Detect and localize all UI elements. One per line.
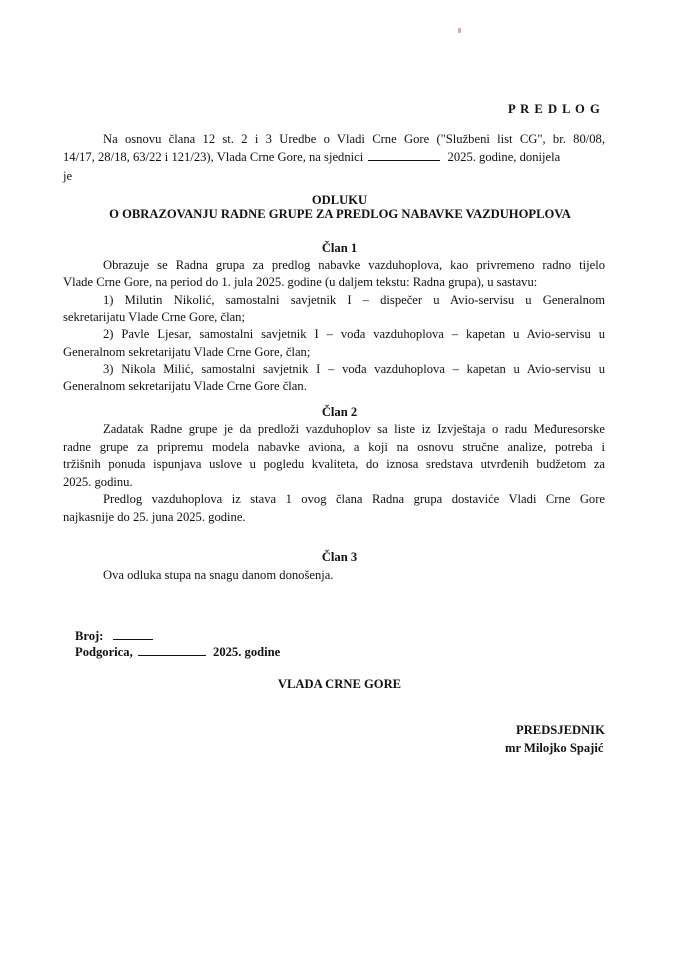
article-3-heading: Član 3 <box>321 550 358 564</box>
article-1-heading: Član 1 <box>321 241 358 255</box>
predlog-label: P R E D L O G <box>508 102 601 116</box>
year-label: 2025. godine <box>213 645 281 659</box>
article-1-line-2: Vlade Crne Gore, na period do 1. jula 2025. godine (u daljem tekstu: Radna grupa), u sastavu: <box>63 275 538 289</box>
article-2-line-5: Predlog vazduhoplova iz stava 1 ovog člana Radna grupa dostaviće Vladi Crne Gore <box>103 492 605 506</box>
place-label: Podgorica, <box>75 645 133 659</box>
member-1-line-2: sekretarijatu Vlade Crne Gore, član; <box>63 310 245 324</box>
place-date-line <box>75 643 280 661</box>
signatory-name: mr Milojko Spajić <box>505 741 604 755</box>
member-2-line-2: Generalnom sekretarijatu Vlade Crne Gore, član; <box>63 345 311 359</box>
scan-artifact <box>458 28 461 33</box>
article-1-line-1: Obrazuje se Radna grupa za predlog nabavke vazduhoplova, kao privremeno radno tijelo <box>103 258 605 272</box>
member-3-line-2: Generalnom sekretarijatu Vlade Crne Gore član. <box>63 379 307 393</box>
member-1-line-1: 1) Milutin Nikolić, samostalni savjetnik I – dispečer u Avio-servisu u Generalnom <box>103 293 605 307</box>
article-2-line-4: 2025. godinu. <box>63 475 133 489</box>
article-2-line-2: radne grupe za pripremu modela nabavke aviona, a koji na osnovu stručne analize, potreba i <box>63 440 605 454</box>
broj-blank <box>113 628 153 640</box>
article-2-heading: Član 2 <box>321 405 358 419</box>
article-2-line-1: Zadatak Radne grupe je da predloži vazduhoplov sa liste iz Izvještaja o radu Međuresorske <box>103 422 605 436</box>
article-2-line-3: tržišnih ponuda ispunjava uslove u pogledu kvaliteta, do iznosa sredstava utvrđenih budžetom za <box>63 457 605 471</box>
article-3-text: Ova odluka stupa na snagu danom donošenja. <box>103 568 334 582</box>
preamble-line-2 <box>63 148 607 166</box>
date-blank <box>138 644 206 656</box>
article-2-line-6: najkasnije do 25. juna 2025. godine. <box>63 510 246 524</box>
preamble-line-2a: 14/17, 28/18, 63/22 i 121/23), Vlada Crne Gore, na sjednici <box>63 150 364 164</box>
preamble-line-2b: 2025. godine, donijela <box>447 150 561 164</box>
preamble-line-1: Na osnovu člana 12 st. 2 i 3 Uredbe o Vladi Crne Gore ("Službeni list CG", br. 80/08, <box>103 132 605 146</box>
broj-label: Broj: <box>75 629 104 643</box>
member-3-line-1: 3) Nikola Milić, samostalni savjetnik I – vođa vazduhoplova – kapetan u Avio-servisu u <box>103 362 605 376</box>
decision-subtitle: O OBRAZOVANJU RADNE GRUPE ZA PREDLOG NABAVKE VAZDUHOPLOVA <box>109 207 571 221</box>
preamble-line-3: je <box>63 169 73 183</box>
session-date-blank <box>368 149 440 161</box>
decision-title: ODLUKU <box>311 193 368 207</box>
signatory-role: PREDSJEDNIK <box>516 723 605 737</box>
government-name: VLADA CRNE GORE <box>277 677 402 691</box>
member-2-line-1: 2) Pavle Ljesar, samostalni savjetnik I – vođa vazduhoplova – kapetan u Avio-servisu u <box>103 327 605 341</box>
